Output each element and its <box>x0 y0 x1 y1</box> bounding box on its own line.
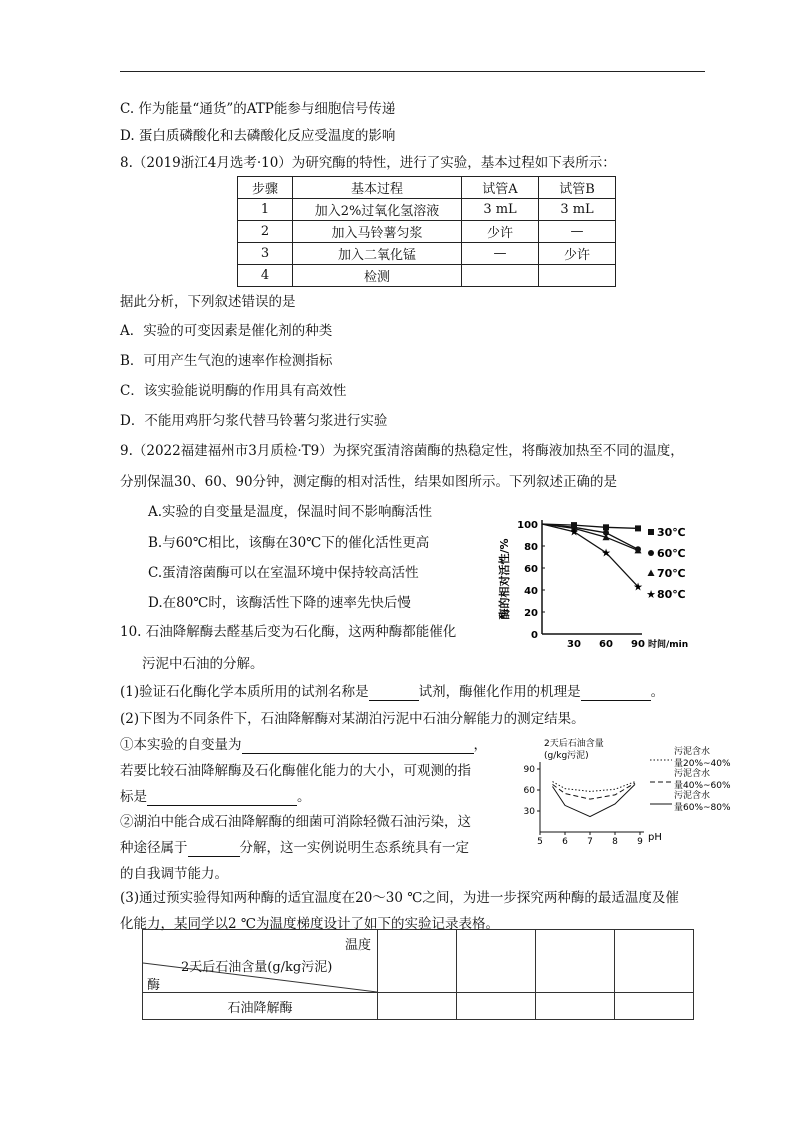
x-tick-label: 5 <box>537 837 543 847</box>
answer-blank[interactable] <box>581 684 651 701</box>
q8-option-c: C．该实验能说明酶的作用具有高效性 <box>120 383 347 399</box>
x-tick-label: 7 <box>587 837 593 847</box>
answer-blank[interactable] <box>242 737 474 754</box>
q10-part1-text-b: 试剂，酶催化作用的机理是 <box>418 684 581 700</box>
table-cell[interactable] <box>615 930 694 993</box>
q10-part1 <box>120 680 664 701</box>
legend-marker <box>648 570 655 577</box>
q10-part2-1-line2: 若要比较石油降解酶及石化酶催化能力的大小，可观测的指 <box>120 763 471 779</box>
table-cell: 少许 <box>539 243 616 265</box>
table-cell: 4 <box>238 265 293 287</box>
header-petroleum-content: 2天后石油含量(g/kg污泥) <box>181 960 333 975</box>
q10-part3-line2: 化能力，某同学以2 ℃为温度梯度设计了如下的实验记录表格。 <box>120 916 499 932</box>
table-cell[interactable] <box>615 993 694 1020</box>
q9-option-a: A.实验的自变量是温度，保温时间不影响酶活性 <box>148 504 433 520</box>
petroleum-content-chart <box>522 736 770 848</box>
legend-label-line1: 污泥含水 <box>674 769 711 779</box>
q10-part1-text-a: (1)验证石化酶化学本质所用的试剂名称是 <box>120 684 369 700</box>
table-cell: 少许 <box>462 221 539 243</box>
q9-option-c: C.蛋清溶菌酶可以在室温环境中保持较高活性 <box>148 565 419 581</box>
x-tick-label: 6 <box>562 837 568 847</box>
q10-part2-1-text-a: ①本实验的自变量为 <box>120 737 242 753</box>
q8-stem: 8.（2019浙江4月选考·10）为研究酶的特性，进行了实验，基本过程如下表所示： <box>120 155 616 171</box>
q10-part2-2-text-c: 分解，这一实例说明生态系统具有一定 <box>239 840 469 856</box>
table-cell[interactable] <box>536 930 615 993</box>
table-cell <box>539 265 616 287</box>
data-point: ★ <box>601 546 611 560</box>
legend-marker: ★ <box>646 588 656 601</box>
q9-stem-line1: 9.（2022福建福州市3月质检·T9）为探究蛋清溶菌酶的热稳定性，将酶液加热至不同的温度， <box>120 443 684 459</box>
q10-part1-text-c: 。 <box>650 684 665 700</box>
q10-part2-2-line1: ②湖泊中能合成石油降解酶的细菌可消除轻微石油污染，这 <box>120 814 471 830</box>
table-cell: 检测 <box>293 265 462 287</box>
row-label-petroleum-enzyme: 石油降解酶 <box>143 993 378 1020</box>
legend-label: 60℃ <box>657 547 686 560</box>
top-rule <box>120 71 705 72</box>
table-header-row <box>238 177 616 199</box>
q9-option-b: B.与60℃相比，该酶在30℃下的催化活性更高 <box>148 535 430 551</box>
table-cell: 3 <box>238 243 293 265</box>
table-row <box>143 930 694 993</box>
y-tick-label: 80 <box>524 542 538 553</box>
y-tick-label: 30 <box>523 807 535 817</box>
x-axis-label: pH <box>648 832 662 843</box>
table-row <box>238 221 616 243</box>
y-tick-label: 0 <box>531 630 538 641</box>
table-cell[interactable] <box>457 993 536 1020</box>
table-header: 基本过程 <box>293 177 462 199</box>
table-cell[interactable] <box>378 993 457 1020</box>
legend-label-line2: 量60%~80% <box>674 803 731 813</box>
legend-label: 30℃ <box>657 526 686 539</box>
table-row <box>238 243 616 265</box>
table-cell: 3 mL <box>462 199 539 221</box>
diagonal-header-cell <box>143 930 378 993</box>
table-cell[interactable] <box>536 993 615 1020</box>
enzyme-activity-chart <box>488 510 710 654</box>
legend-marker <box>648 529 654 535</box>
table-row <box>238 199 616 221</box>
x-tick-label: 90 <box>631 639 645 650</box>
answer-blank[interactable] <box>188 840 240 857</box>
answer-blank[interactable] <box>147 789 297 806</box>
q7-option-d: D. 蛋白质磷酸化和去磷酸化反应受温度的影响 <box>120 128 396 144</box>
q10-part2-1-text-b: ， <box>473 737 487 753</box>
q10-stem-line2: 污泥中石油的分解。 <box>142 656 264 672</box>
experiment-record-table <box>142 929 694 1020</box>
x-tick-label: 8 <box>612 837 618 847</box>
y-tick-label: 90 <box>523 765 535 775</box>
q9-stem-line2: 分别保温30、60、90分钟，测定酶的相对活性，结果如图所示。下列叙述正确的是 <box>120 474 618 490</box>
q8-steps-table <box>237 176 616 287</box>
y-tick-label: 40 <box>524 586 538 597</box>
x-tick-label: 9 <box>637 837 643 847</box>
legend-marker <box>648 550 654 556</box>
table-header: 试管B <box>539 177 616 199</box>
data-point: ★ <box>569 525 579 539</box>
x-tick-label: 60 <box>599 639 613 650</box>
legend-label-line2: 量40%~60% <box>674 781 731 791</box>
legend-label-line1: 污泥含水 <box>674 791 711 801</box>
y-axis-unit: (g/kg污泥) <box>544 751 589 761</box>
y-axis-title: 2天后石油含量 <box>544 739 604 749</box>
legend-label: 70℃ <box>657 567 686 580</box>
table-cell: 加入二氧化锰 <box>293 243 462 265</box>
table-cell: — <box>539 221 616 243</box>
data-point <box>635 525 641 531</box>
y-tick-label: 100 <box>517 520 538 531</box>
table-cell <box>462 265 539 287</box>
series-line-2 <box>553 784 636 816</box>
table-row <box>143 993 694 1020</box>
header-enzyme: 酶 <box>147 978 161 993</box>
q10-part2-1-text-d: 标是 <box>120 789 147 805</box>
q10-part3-line1: (3)通过预实验得知两种酶的适宜温度在20～30 ℃之间，为进一步探究两种酶的最适温度及催 <box>120 890 679 906</box>
q10-part2-2-text-b: 种途径属于 <box>120 840 188 856</box>
q10-part2-2-line2 <box>120 836 469 857</box>
q8-option-d: D．不能用鸡肝匀浆代替马铃薯匀浆进行实验 <box>120 413 388 429</box>
table-row <box>238 265 616 287</box>
q7-option-c: C. 作为能量“通货”的ATP能参与细胞信号传递 <box>120 101 396 117</box>
legend-label-line2: 量20%~40% <box>674 759 731 769</box>
answer-blank[interactable] <box>369 684 419 701</box>
q9-option-d: D.在80℃时，该酶活性下降的速率先快后慢 <box>148 595 411 611</box>
table-cell: 加入2%过氧化氢溶液 <box>293 199 462 221</box>
data-point <box>603 524 609 530</box>
q10-part2: (2)下图为不同条件下，石油降解酶对某湖泊污泥中石油分解能力的测定结果。 <box>120 711 585 727</box>
q10-part2-2-line3: 的自我调节能力。 <box>120 866 228 882</box>
q8-option-b: B．可用产生气泡的速率作检测指标 <box>120 353 333 369</box>
table-cell: — <box>462 243 539 265</box>
y-tick-label: 20 <box>524 608 538 619</box>
q10-part2-1-line3 <box>120 785 311 806</box>
table-cell[interactable] <box>457 930 536 993</box>
q10-part2-1-line1 <box>120 733 487 754</box>
legend-label-line1: 污泥含水 <box>674 747 711 757</box>
table-header: 步骤 <box>238 177 293 199</box>
table-cell: 3 mL <box>539 199 616 221</box>
q8-option-a: A．实验的可变因素是催化剂的种类 <box>120 323 333 339</box>
q8-prompt: 据此分析，下列叙述错误的是 <box>120 294 296 310</box>
table-cell: 加入马铃薯匀浆 <box>293 221 462 243</box>
legend-label: 80℃ <box>657 588 686 601</box>
table-cell: 1 <box>238 199 293 221</box>
header-temperature: 温度 <box>344 938 371 953</box>
table-header: 试管A <box>462 177 539 199</box>
table-cell: 2 <box>238 221 293 243</box>
q10-stem-line1: 10. 石油降解酶去醛基后变为石化酶，这两种酶都能催化 <box>120 624 457 640</box>
table-cell[interactable] <box>378 930 457 993</box>
y-tick-label: 60 <box>523 786 535 796</box>
q10-part2-1-text-e: 。 <box>297 789 311 805</box>
data-point: ★ <box>633 580 643 594</box>
x-axis-label: 时间/min <box>648 640 689 650</box>
y-axis-label: 酶的相对活性/% <box>498 538 511 620</box>
x-tick-label: 30 <box>567 639 581 650</box>
y-tick-label: 60 <box>524 564 538 575</box>
